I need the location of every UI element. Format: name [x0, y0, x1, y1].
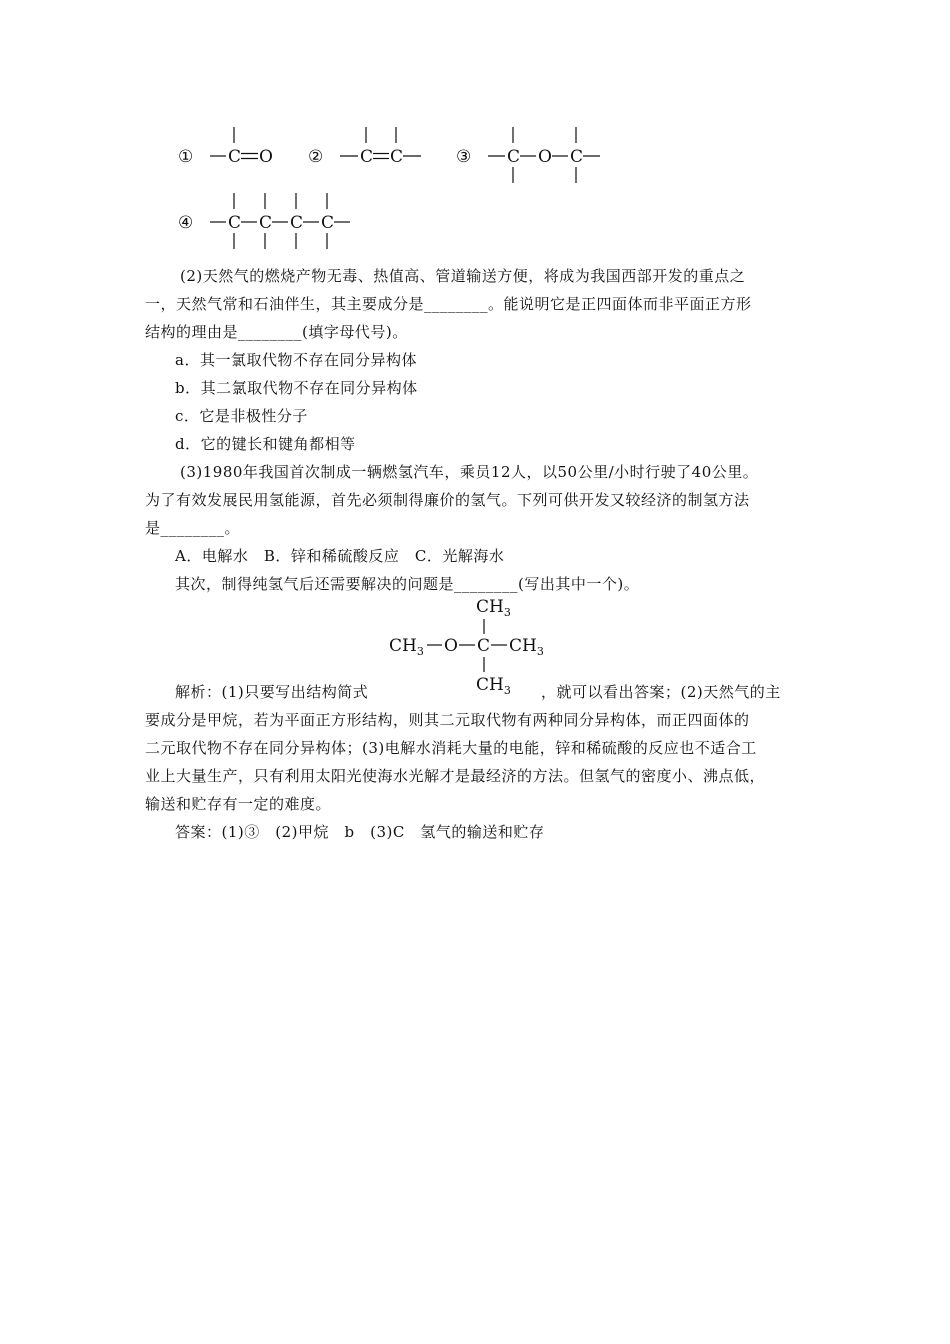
q3-line-3: 是________。 — [145, 519, 241, 537]
mtbe-carbon: C — [477, 636, 491, 656]
structure-2 — [308, 127, 421, 167]
q2-option-d: d．它的键长和键角都相等 — [175, 435, 356, 453]
structure-4-atom-c2: C — [259, 213, 273, 233]
analysis-line-1a: 解析：(1)只要写出结构简式 — [175, 683, 369, 701]
q3-line-4: 其次，制得纯氢气后还需要解决的问题是________(写出其中一个)。 — [175, 575, 640, 593]
mtbe-oxygen: O — [444, 636, 458, 656]
structure-1-atom-o: O — [259, 147, 273, 167]
structure-4-atom-c1: C — [228, 213, 242, 233]
structure-2-label: ② — [308, 147, 324, 167]
structure-4-label: ④ — [178, 213, 194, 233]
q2-line-3: 结构的理由是________(填字母代号)。 — [145, 323, 408, 341]
q2-line-1: (2)天然气的燃烧产物无毒、热值高、管道输送方便，将成为我国西部开发的重点之 — [180, 267, 746, 285]
structure-4-atom-c3: C — [290, 213, 304, 233]
structure-4 — [178, 193, 350, 249]
mtbe-ch3-top: $CH_3$ — [476, 597, 511, 619]
structure-1-atom-c: C — [228, 147, 242, 167]
q2-option-c: c．它是非极性分子 — [175, 407, 308, 425]
structure-2-atom-c1: C — [360, 147, 374, 167]
q2-option-a: a．其一氯取代物不存在同分异构体 — [175, 351, 417, 369]
q3-line-1: (3)1980年我国首次制成一辆燃氢汽车，乘员12人，以50公里/小时行驶了40公里。 — [180, 463, 759, 481]
structure-4-atom-c4: C — [321, 213, 335, 233]
mtbe-ch3-bottom: $CH_3$ — [476, 675, 511, 697]
structure-1-label: ① — [178, 147, 194, 167]
q2-option-b: b．其二氯取代物不存在同分异构体 — [175, 379, 418, 397]
structure-3 — [456, 127, 600, 183]
analysis-line-5: 输送和贮存有一定的难度。 — [145, 795, 332, 813]
analysis-line-3: 二元取代物不存在同分异构体；(3)电解水消耗大量的电能，锌和稀硫酸的反应也不适合工 — [145, 739, 757, 757]
mtbe-ch3-left: $CH_3$ — [389, 636, 424, 658]
structure-3-atom-c2: C — [570, 147, 584, 167]
q2-line-2: 一，天然气常和石油伴生，其主要成分是________。能说明它是正四面体而非平面正方形 — [145, 295, 752, 313]
analysis-line-2: 要成分是甲烷，若为平面正方形结构，则其二元取代物有两种同分异构体，而正四面体的 — [145, 711, 750, 729]
answer-line: 答案：(1)③ (2)甲烷 b (3)C 氢气的输送和贮存 — [175, 823, 545, 841]
structure-mtbe — [389, 597, 544, 697]
analysis-line-1b: ，就可以看出答案；(2)天然气的主 — [541, 683, 781, 701]
mtbe-ch3-right: $CH_3$ — [509, 636, 544, 658]
q3-line-2: 为了有效发展民用氢能源，首先必须制得廉价的氢气。下列可供开发又较经济的制氢方法 — [145, 491, 750, 509]
structure-3-atom-o: O — [538, 147, 552, 167]
structure-3-label: ③ — [456, 147, 472, 167]
q3-options: A．电解水 B．锌和稀硫酸反应 C．光解海水 — [175, 547, 505, 565]
analysis-line-4: 业上大量生产，只有利用太阳光使海水光解才是最经济的方法。但氢气的密度小、沸点低， — [145, 767, 766, 785]
structure-2-atom-c2: C — [390, 147, 404, 167]
structure-1 — [178, 127, 273, 167]
structure-3-atom-c1: C — [507, 147, 521, 167]
